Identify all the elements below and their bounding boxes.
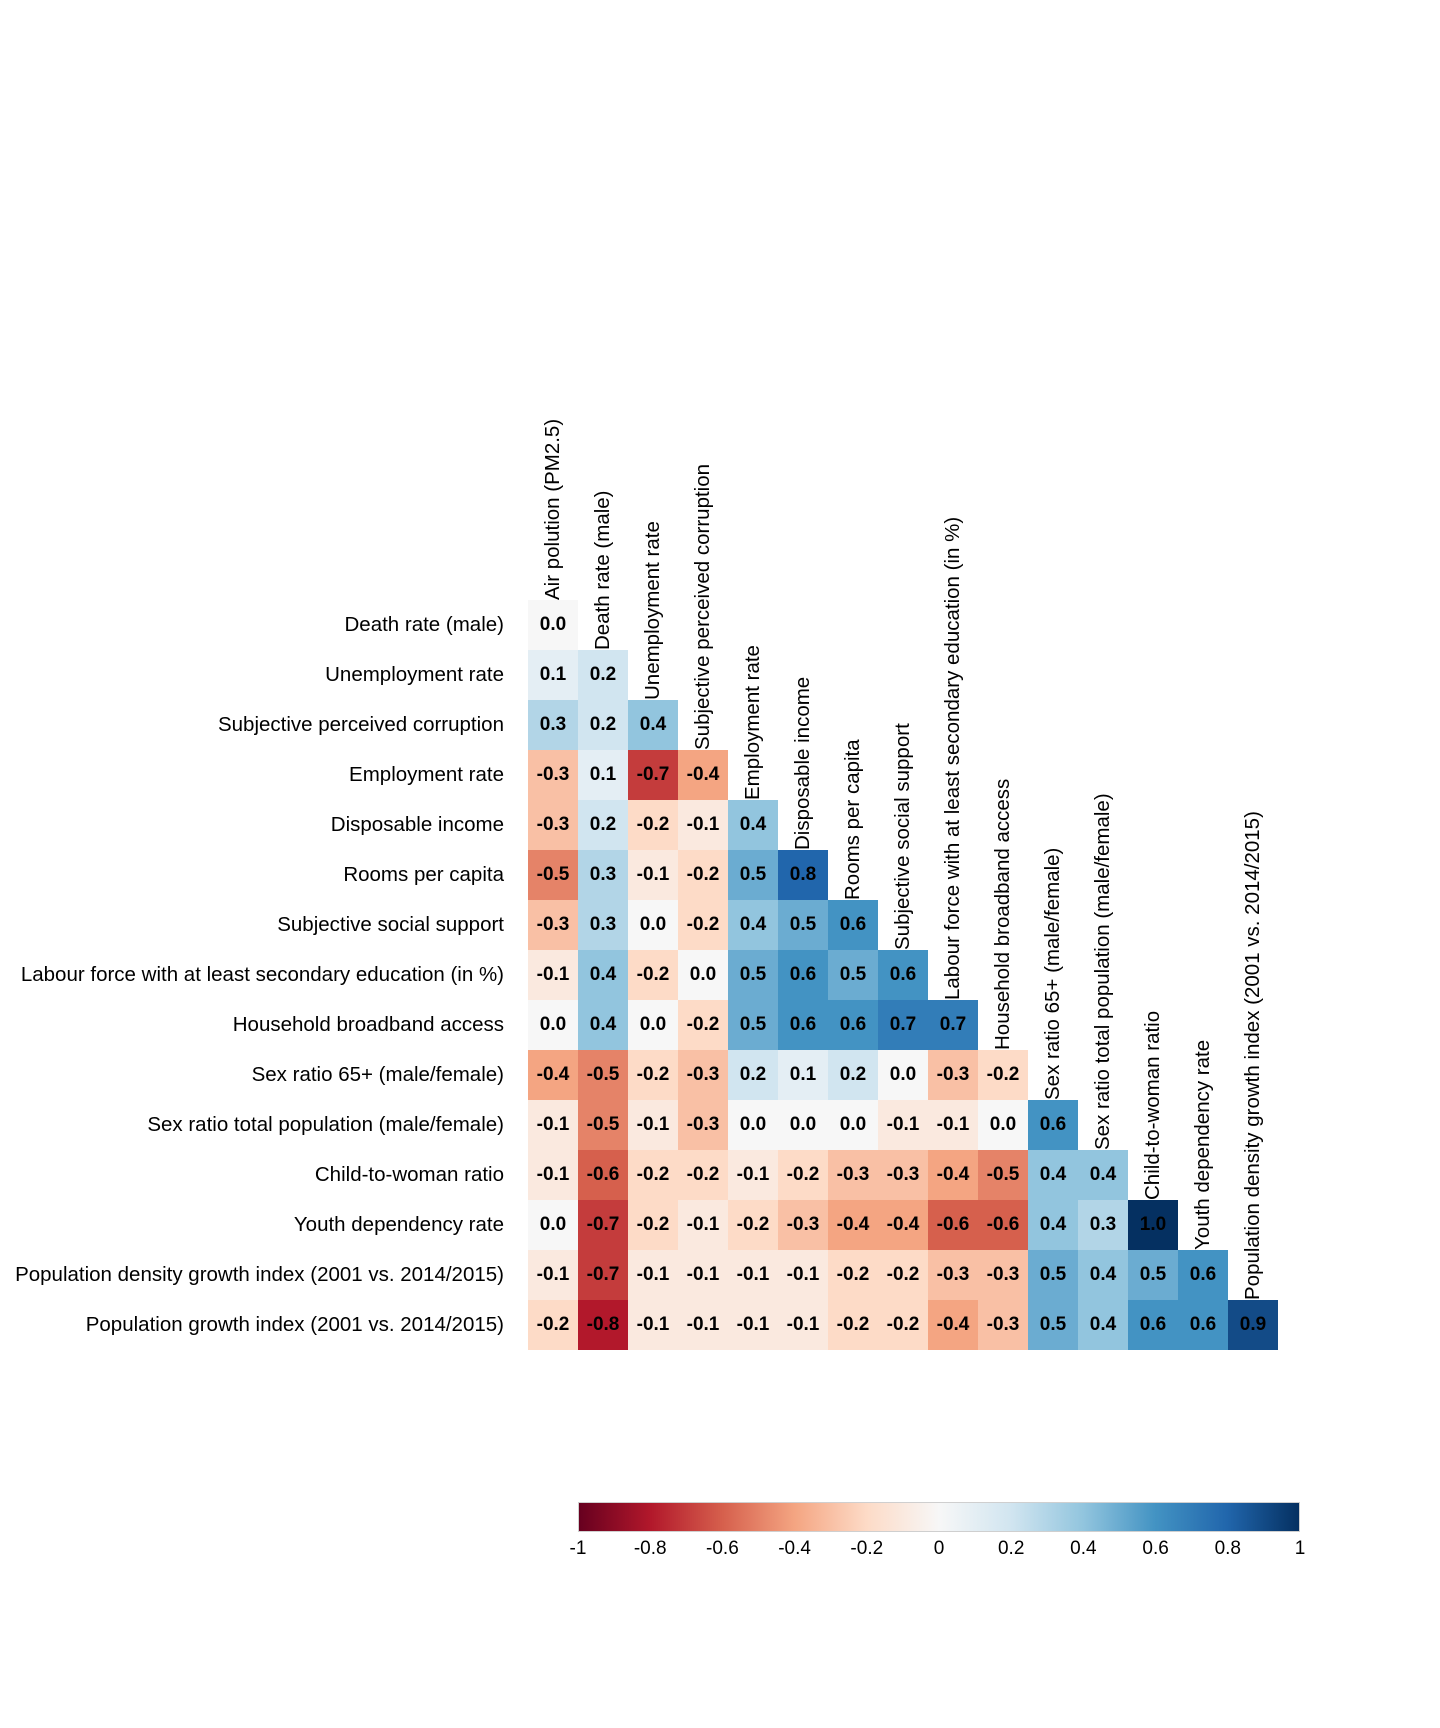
column-header: Disposable income	[791, 676, 814, 850]
heatmap-cell: -0.4	[878, 1200, 928, 1250]
colorbar-tick: -0.4	[778, 1538, 811, 1559]
colorbar-tick: 0.2	[997, 1538, 1025, 1559]
colorbar-tick: 0.6	[1142, 1538, 1169, 1559]
heatmap-cell: 0.0	[528, 600, 578, 650]
heatmap-cell: 0.5	[828, 950, 878, 1000]
heatmap-cell: 0.0	[878, 1050, 928, 1100]
heatmap-cell: 0.3	[578, 850, 628, 900]
column-header: Sex ratio 65+ (male/female)	[1041, 847, 1064, 1100]
heatmap-cell: 0.6	[1178, 1250, 1228, 1300]
heatmap-cell: -0.7	[628, 750, 678, 800]
heatmap-cell: 0.0	[628, 900, 678, 950]
heatmap-cell: 0.4	[628, 700, 678, 750]
heatmap-cell: 0.6	[778, 950, 828, 1000]
heatmap-cell: 0.0	[728, 1100, 778, 1150]
heatmap-cell: 0.0	[678, 950, 728, 1000]
heatmap-cell: -0.2	[678, 850, 728, 900]
heatmap-cell: 0.4	[1028, 1150, 1078, 1200]
heatmap-cell: -0.1	[778, 1300, 828, 1350]
heatmap-cell: 0.6	[778, 1000, 828, 1050]
row-label: Population growth index (2001 vs. 2014/2015)	[85, 1313, 504, 1336]
heatmap-cell: -0.3	[878, 1150, 928, 1200]
heatmap-cell: 0.5	[778, 900, 828, 950]
heatmap-cell: -0.1	[928, 1100, 978, 1150]
heatmap-cell: 0.9	[1228, 1300, 1278, 1350]
row-label: Unemployment rate	[325, 663, 504, 686]
row-label: Employment rate	[349, 763, 504, 786]
heatmap-cell: 0.5	[1128, 1250, 1178, 1300]
heatmap-cell: 0.4	[578, 950, 628, 1000]
column-header: Labour force with at least secondary education (in %)	[941, 516, 964, 1000]
heatmap-cell: -0.1	[778, 1250, 828, 1300]
heatmap-cell: 1.0	[1128, 1200, 1178, 1250]
heatmap-cell: 0.2	[828, 1050, 878, 1100]
column-header: Rooms per capita	[841, 739, 864, 900]
heatmap-cell: -0.6	[578, 1150, 628, 1200]
row-label: Sex ratio total population (male/female)	[147, 1113, 504, 1136]
heatmap-cell: 0.6	[878, 950, 928, 1000]
row-label: Disposable income	[330, 813, 504, 836]
column-header: Air polution (PM2.5)	[541, 418, 564, 600]
heatmap-cell: -0.2	[978, 1050, 1028, 1100]
heatmap-cell: -0.2	[678, 1150, 728, 1200]
heatmap-cell: 0.2	[728, 1050, 778, 1100]
colorbar-tick: -0.8	[633, 1538, 667, 1559]
row-label: Sex ratio 65+ (male/female)	[251, 1063, 504, 1086]
heatmap-cell: 0.5	[728, 1000, 778, 1050]
row-label: Youth dependency rate	[293, 1213, 504, 1236]
heatmap-cell: -0.1	[728, 1250, 778, 1300]
heatmap-cell: -0.2	[828, 1300, 878, 1350]
heatmap-cell: 0.2	[578, 650, 628, 700]
heatmap-cell: 0.0	[828, 1100, 878, 1150]
column-header: Subjective perceived corruption	[691, 463, 714, 750]
heatmap-cell: 0.8	[778, 850, 828, 900]
heatmap-cell: -0.2	[828, 1250, 878, 1300]
column-header: Youth dependency rate	[1191, 1039, 1214, 1250]
heatmap-cell: -0.7	[578, 1200, 628, 1250]
colorbar-gradient	[578, 1502, 1300, 1532]
heatmap-cell: 0.1	[528, 650, 578, 700]
heatmap-cell: -0.2	[528, 1300, 578, 1350]
heatmap-cell: 0.6	[828, 900, 878, 950]
heatmap-cell: -0.1	[528, 1150, 578, 1200]
colorbar	[569, 1502, 1306, 1566]
column-header: Population density growth index (2001 vs. 2014/2015)	[1241, 811, 1264, 1300]
row-label: Child-to-woman ratio	[314, 1163, 504, 1186]
heatmap-cell: -0.3	[828, 1150, 878, 1200]
heatmap-cell: -0.1	[628, 1250, 678, 1300]
heatmap-cell: -0.3	[678, 1100, 728, 1150]
heatmap-cell: -0.4	[928, 1300, 978, 1350]
colorbar-tick: 0.4	[1070, 1538, 1097, 1559]
heatmap-cell: -0.2	[778, 1150, 828, 1200]
heatmap-cell: 0.4	[728, 800, 778, 850]
heatmap-cell: -0.5	[528, 850, 578, 900]
heatmap-cell: -0.1	[528, 1250, 578, 1300]
heatmap-cell: -0.4	[528, 1050, 578, 1100]
heatmap-cell: -0.2	[878, 1250, 928, 1300]
heatmap-cell: -0.1	[728, 1300, 778, 1350]
heatmap-cell: -0.5	[578, 1100, 628, 1150]
heatmap-cell: -0.1	[628, 1100, 678, 1150]
heatmap-cell: 0.5	[1028, 1300, 1078, 1350]
heatmap-cell: -0.2	[628, 1150, 678, 1200]
heatmap-cell: 0.7	[928, 1000, 978, 1050]
row-label: Population density growth index (2001 vs. 2014/2015)	[15, 1263, 504, 1286]
heatmap-cell: -0.3	[528, 750, 578, 800]
heatmap-cell: -0.5	[978, 1150, 1028, 1200]
heatmap-cell: 0.6	[1178, 1300, 1228, 1350]
column-header: Sex ratio total population (male/female)	[1091, 793, 1114, 1150]
heatmap-cell: -0.1	[678, 1300, 728, 1350]
heatmap-cell: 0.3	[1078, 1200, 1128, 1250]
heatmap-cell: 0.4	[1028, 1200, 1078, 1250]
heatmap-cell: 0.7	[878, 1000, 928, 1050]
colorbar-tick-labels	[569, 1538, 1306, 1566]
heatmap-cell: -0.2	[728, 1200, 778, 1250]
heatmap-cell: -0.6	[928, 1200, 978, 1250]
heatmap-cell: 0.3	[528, 700, 578, 750]
heatmap-cell: 0.0	[528, 1000, 578, 1050]
column-header: Death rate (male)	[591, 490, 614, 650]
heatmap-cell: -0.4	[828, 1200, 878, 1250]
heatmap-cell: 0.5	[728, 950, 778, 1000]
heatmap-cell: -0.1	[628, 1300, 678, 1350]
heatmap-cell: 0.3	[578, 900, 628, 950]
heatmap-cell: -0.3	[778, 1200, 828, 1250]
colorbar-tick: -1	[569, 1538, 587, 1559]
heatmap-cell: -0.3	[528, 900, 578, 950]
heatmap-cell: -0.2	[628, 1050, 678, 1100]
heatmap-cell: 0.0	[778, 1100, 828, 1150]
heatmap-cell: -0.1	[728, 1150, 778, 1200]
row-label: Subjective perceived corruption	[217, 713, 504, 736]
heatmap-cell: -0.2	[628, 950, 678, 1000]
heatmap-cell: -0.3	[978, 1250, 1028, 1300]
heatmap-cell: 0.6	[1128, 1300, 1178, 1350]
heatmap-cell: 0.4	[1078, 1150, 1128, 1200]
heatmap-cell: 0.1	[778, 1050, 828, 1100]
heatmap-cell: -0.1	[528, 1100, 578, 1150]
heatmap-cell: -0.5	[578, 1050, 628, 1100]
heatmap-cell: -0.8	[578, 1300, 628, 1350]
column-header: Child-to-woman ratio	[1141, 1010, 1164, 1200]
heatmap-cell: -0.1	[878, 1100, 928, 1150]
heatmap-cell: 0.6	[828, 1000, 878, 1050]
heatmap-cell: 0.1	[578, 750, 628, 800]
heatmap-cell: -0.1	[678, 1250, 728, 1300]
heatmap-cell: -0.3	[528, 800, 578, 850]
column-header: Employment rate	[741, 645, 764, 800]
heatmap-cell: -0.1	[528, 950, 578, 1000]
heatmap-cell: 0.0	[978, 1100, 1028, 1150]
heatmap-cell: -0.3	[678, 1050, 728, 1100]
heatmap-cell: 0.4	[728, 900, 778, 950]
heatmap-cell: -0.3	[928, 1250, 978, 1300]
row-label: Rooms per capita	[343, 863, 504, 886]
heatmap-cell: 0.6	[1028, 1100, 1078, 1150]
heatmap-cell: -0.4	[678, 750, 728, 800]
colorbar-tick: 0.8	[1214, 1538, 1242, 1559]
heatmap-cell: -0.1	[678, 800, 728, 850]
heatmap-cell: 0.4	[1078, 1250, 1128, 1300]
column-header: Unemployment rate	[641, 521, 664, 700]
heatmap-cell: 0.4	[578, 1000, 628, 1050]
column-header: Household broadband access	[991, 778, 1014, 1050]
colorbar-tick: -0.6	[706, 1538, 739, 1559]
colorbar-tick: -0.2	[850, 1538, 884, 1559]
heatmap-cell: -0.2	[628, 1200, 678, 1250]
heatmap-cell: -0.3	[978, 1300, 1028, 1350]
heatmap-cell: 0.4	[1078, 1300, 1128, 1350]
row-label: Subjective social support	[277, 913, 504, 936]
row-label: Death rate (male)	[344, 613, 504, 636]
heatmap-cell: -0.7	[578, 1250, 628, 1300]
heatmap-cell: 0.5	[1028, 1250, 1078, 1300]
heatmap-cell: -0.3	[928, 1050, 978, 1100]
heatmap-cell: -0.6	[978, 1200, 1028, 1250]
heatmap-cell: -0.2	[628, 800, 678, 850]
heatmap-cell: -0.1	[678, 1200, 728, 1250]
row-label: Household broadband access	[232, 1013, 504, 1036]
heatmap-cell: 0.0	[528, 1200, 578, 1250]
heatmap-cell: 0.0	[628, 1000, 678, 1050]
heatmap-cell: -0.2	[878, 1300, 928, 1350]
heatmap-cell: -0.1	[628, 850, 678, 900]
colorbar-tick: 1	[1294, 1538, 1306, 1559]
colorbar-tick: 0	[933, 1538, 945, 1559]
heatmap-cell: 0.2	[578, 700, 628, 750]
heatmap-cell: -0.4	[928, 1150, 978, 1200]
column-header: Subjective social support	[891, 723, 914, 950]
row-label: Labour force with at least secondary education (in %)	[20, 963, 504, 986]
heatmap-cell: 0.5	[728, 850, 778, 900]
heatmap-cell: -0.2	[678, 1000, 728, 1050]
heatmap-cell: 0.2	[578, 800, 628, 850]
heatmap-cell: -0.2	[678, 900, 728, 950]
